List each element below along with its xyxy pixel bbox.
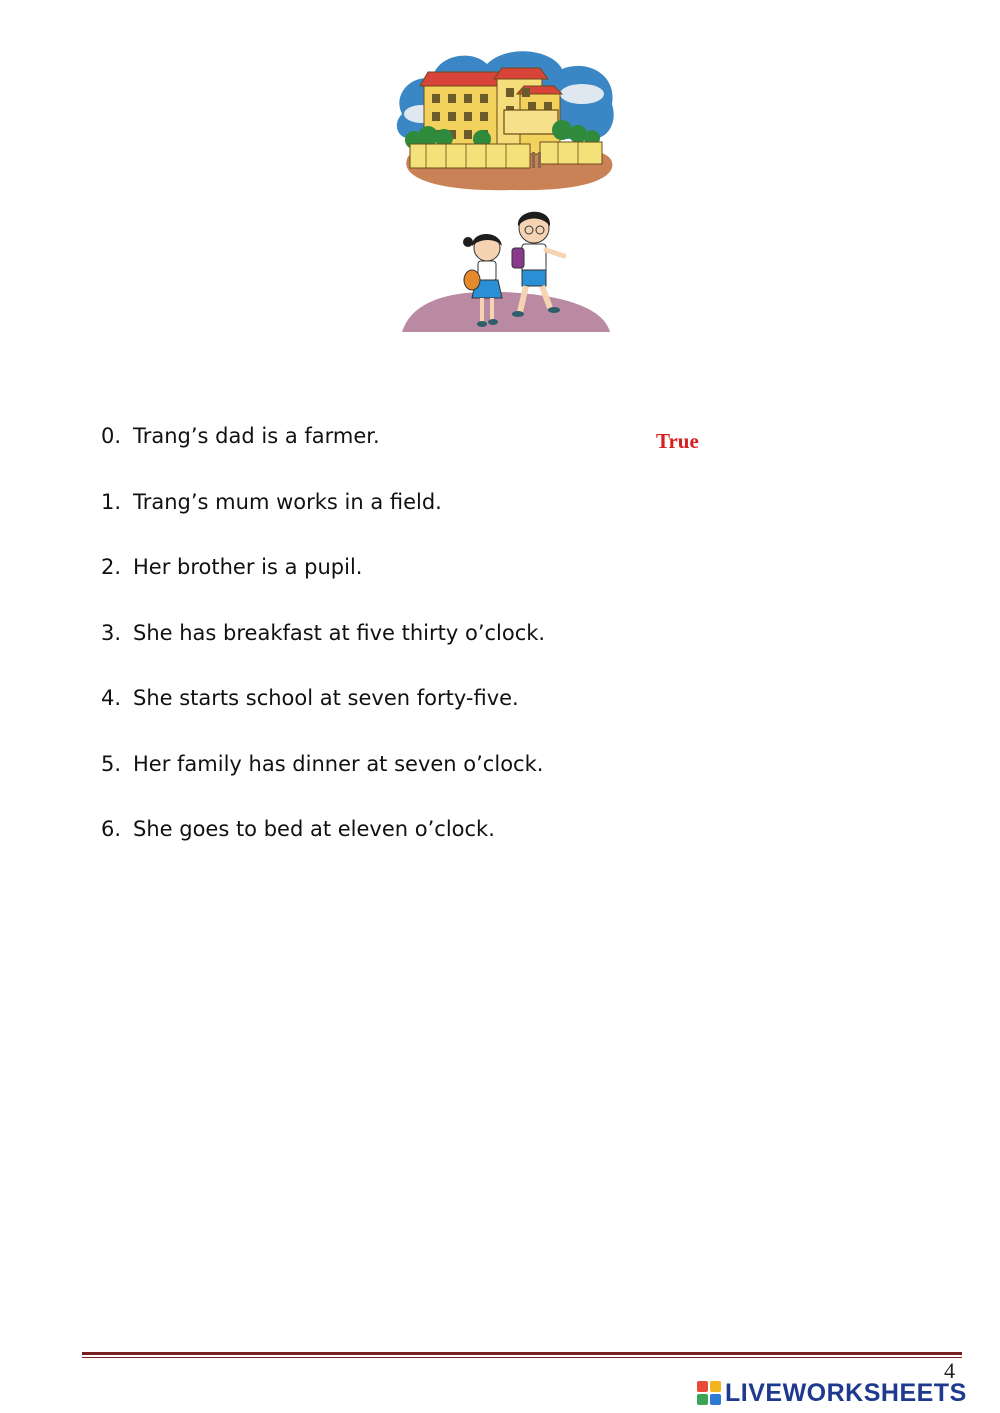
page-number: 4 [944,1358,955,1383]
statement-5 [101,748,641,814]
brand-text: LIVEWORKSHEETS [725,1378,967,1407]
footer-rule-thin [82,1357,962,1358]
statement-number: 4. [101,686,122,710]
statement-text: She goes to bed at eleven o’clock. [133,817,495,841]
statement-text: She starts school at seven forty-five. [133,686,519,710]
statement-3 [101,617,641,683]
statement-1 [101,486,641,552]
statement-number: 1. [101,489,122,514]
statement-0 [101,420,641,486]
statement-2 [101,551,641,617]
statement-text: Her family has dinner at seven o’clock. [133,751,544,776]
statement-text: Trang’s dad is a farmer. [133,424,380,448]
statement-4 [101,682,641,748]
statement-number: 3. [101,620,122,645]
statement-text: Her brother is a pupil. [133,555,363,579]
example-answer-true: True [656,429,699,453]
statement-number: 5. [101,751,122,776]
school-building-illustration [392,44,618,196]
children-walking-illustration [392,204,618,334]
statement-list [101,420,641,879]
statement-number: 6. [101,817,122,841]
statement-text: Trang’s mum works in a field. [133,489,442,514]
footer-rule-thick [82,1352,962,1355]
statement-number: 0. [101,424,122,448]
statement-number: 2. [101,555,122,579]
statement-6 [101,813,641,879]
liveworksheets-brand [697,1376,967,1410]
liveworksheets-logo-icon [697,1381,721,1405]
statement-text: She has breakfast at five thirty o’clock. [133,620,546,645]
